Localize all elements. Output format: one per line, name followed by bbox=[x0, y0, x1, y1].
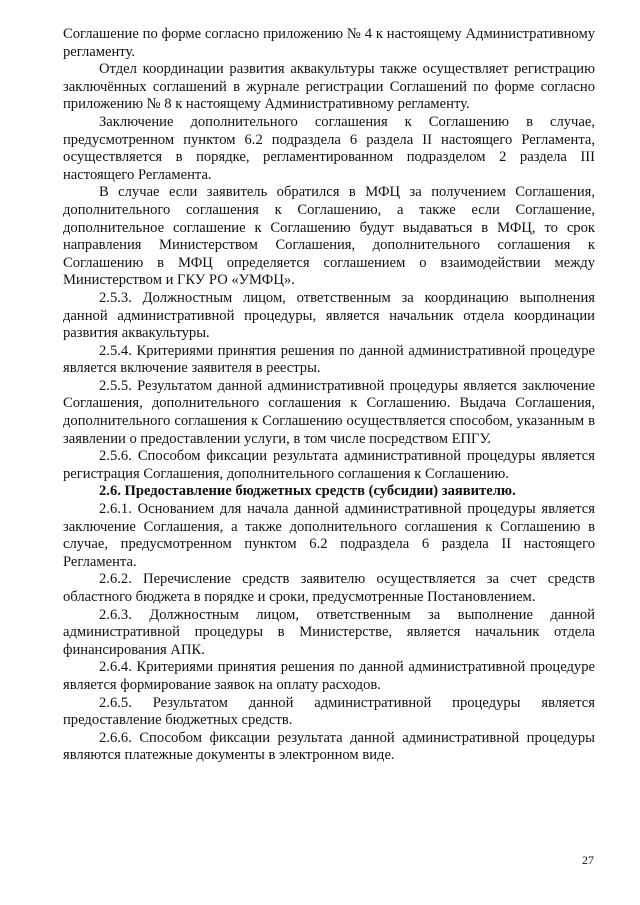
paragraph-mfc: В случае если заявитель обратился в МФЦ за получением Соглашения, дополнительного соглашения к Соглашению, а также если Соглашение, дополнительное соглашение к Соглашению будут выдаваться в МФЦ, то срок направления Министерством Соглашения, дополнительного соглашения к Соглашению в МФЦ определяется соглашением о взаимодействии между Министерством и ГКУ РО «УМФЦ». bbox=[63, 184, 595, 289]
paragraph-agreement-form: Соглашение по форме согласно приложению № 4 к настоящему Административному регламенту. bbox=[63, 26, 595, 60]
page-number: 27 bbox=[582, 853, 594, 867]
paragraph-2-6-4: 2.6.4. Критериями принятия решения по данной административной процедуре является формирование заявок на оплату расходов. bbox=[63, 659, 595, 693]
paragraph-2-6-2: 2.6.2. Перечисление средств заявителю осуществляется за счет средств областного бюджета в порядке и сроки, предусмотренные Постановлением. bbox=[63, 571, 595, 605]
paragraph-2-6-5: 2.6.5. Результатом данной административной процедуры является предоставление бюджетных средств. bbox=[63, 694, 595, 729]
paragraph-2-5-6: 2.5.6. Способом фиксации результата административной процедуры является регистрация Соглашения, дополнительного соглашения к Соглашению. bbox=[63, 448, 595, 482]
paragraph-2-6-6: 2.6.6. Способом фиксации результата данной административной процедуры являются платежные документы в электронном виде. bbox=[63, 729, 595, 764]
paragraph-2-6-3: 2.6.3. Должностным лицом, ответственным за выполнение данной административной процедуры в Министерстве, является начальник отдела финансирования АПК. bbox=[63, 606, 595, 658]
paragraph-2-5-3: 2.5.3. Должностным лицом, ответственным за координацию выполнения данной административной процедуры, является начальник отдела координации развития аквакультуры. bbox=[63, 289, 595, 342]
paragraph-registration: Отдел координации развития аквакультуры также осуществляет регистрацию заключённых соглашений в журнале регистрации Соглашений по форме согласно приложению № 8 к настоящему Административному регламенту. bbox=[63, 61, 595, 113]
section-heading-2-6: 2.6. Предоставление бюджетных средств (субсидии) заявителю. bbox=[99, 483, 516, 500]
document-page bbox=[63, 26, 595, 765]
paragraph-additional-agreement: Заключение дополнительного соглашения к Соглашению в случае, предусмотренном пунктом 6.2 подраздела 6 раздела II настоящего Регламента, осуществляется в порядке, регламентированном подразделом 2 раздела III настоящего Регламента. bbox=[63, 113, 595, 183]
paragraph-2-6-1: 2.6.1. Основанием для начала данной административной процедуры является заключение Соглашения, а также дополнительного соглашения к Соглашению в случае, предусмотренном пунктом 6.2 подраздела 6 раздела II настоящего Регламента. bbox=[63, 501, 595, 570]
paragraph-2-5-5: 2.5.5. Результатом данной административной процедуры является заключение Соглашения, дополнительного соглашения к Соглашению. Выдача Соглашения, дополнительного соглашения к Соглашению осуществляется способом, указанным в заявлении о предоставлении услуги, в том числе посредством ЕПГУ. bbox=[63, 377, 595, 447]
paragraph-2-5-4: 2.5.4. Критериями принятия решения по данной административной процедуре является включение заявителя в реестры. bbox=[63, 342, 595, 377]
